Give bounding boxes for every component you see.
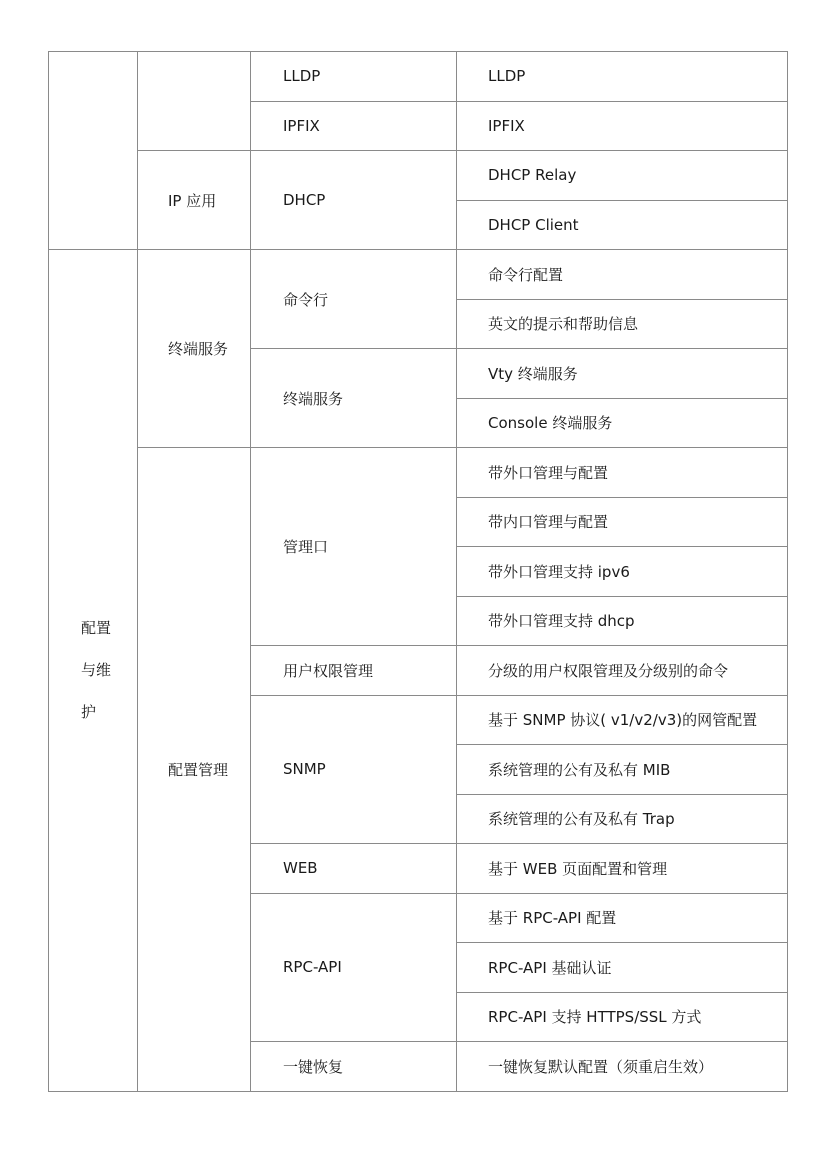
detail-cell: 命令行配置 bbox=[457, 250, 788, 300]
detail-cell: 基于 WEB 页面配置和管理 bbox=[457, 844, 788, 894]
detail-cell: 带外口管理与配置 bbox=[457, 448, 788, 498]
detail-cell: 系统管理的公有及私有 MIB bbox=[457, 745, 788, 795]
detail-cell: 英文的提示和帮助信息 bbox=[457, 299, 788, 349]
feature-cell: 终端服务 bbox=[251, 349, 457, 448]
feature-spec-table bbox=[48, 51, 788, 1092]
feature-cell: WEB bbox=[251, 844, 457, 894]
feature-cell: 命令行 bbox=[251, 250, 457, 349]
detail-cell: 带外口管理支持 ipv6 bbox=[457, 547, 788, 597]
feature-cell: 管理口 bbox=[251, 448, 457, 646]
category-cell bbox=[49, 250, 138, 1092]
detail-cell: Vty 终端服务 bbox=[457, 349, 788, 399]
table-row bbox=[49, 250, 788, 300]
subcategory-cell: 终端服务 bbox=[138, 250, 251, 448]
feature-cell: LLDP bbox=[251, 52, 457, 102]
category-label: 配置与维护 bbox=[81, 619, 112, 722]
table-row bbox=[49, 448, 788, 498]
detail-cell: 带外口管理支持 dhcp bbox=[457, 596, 788, 646]
detail-cell: DHCP Client bbox=[457, 200, 788, 250]
feature-cell: IPFIX bbox=[251, 101, 457, 151]
detail-cell: 系统管理的公有及私有 Trap bbox=[457, 794, 788, 844]
detail-cell: 带内口管理与配置 bbox=[457, 497, 788, 547]
detail-cell: 基于 RPC-API 配置 bbox=[457, 893, 788, 943]
feature-cell: DHCP bbox=[251, 151, 457, 250]
detail-cell: LLDP bbox=[457, 52, 788, 102]
category-cell-empty bbox=[49, 52, 138, 250]
subcategory-cell: IP 应用 bbox=[138, 151, 251, 250]
feature-cell: RPC-API bbox=[251, 893, 457, 1042]
feature-cell: SNMP bbox=[251, 695, 457, 844]
table-row bbox=[49, 52, 788, 102]
detail-cell: 基于 SNMP 协议( v1/v2/v3)的网管配置 bbox=[457, 695, 788, 745]
detail-cell: DHCP Relay bbox=[457, 151, 788, 201]
detail-cell: Console 终端服务 bbox=[457, 398, 788, 448]
detail-cell: 分级的用户权限管理及分级别的命令 bbox=[457, 646, 788, 696]
subcategory-cell-empty bbox=[138, 52, 251, 151]
table-row bbox=[49, 151, 788, 201]
detail-cell: RPC-API 支持 HTTPS/SSL 方式 bbox=[457, 992, 788, 1042]
feature-cell: 用户权限管理 bbox=[251, 646, 457, 696]
detail-cell: IPFIX bbox=[457, 101, 788, 151]
detail-cell: 一键恢复默认配置（须重启生效） bbox=[457, 1042, 788, 1092]
subcategory-cell: 配置管理 bbox=[138, 448, 251, 1092]
feature-cell: 一键恢复 bbox=[251, 1042, 457, 1092]
detail-cell: RPC-API 基础认证 bbox=[457, 943, 788, 993]
